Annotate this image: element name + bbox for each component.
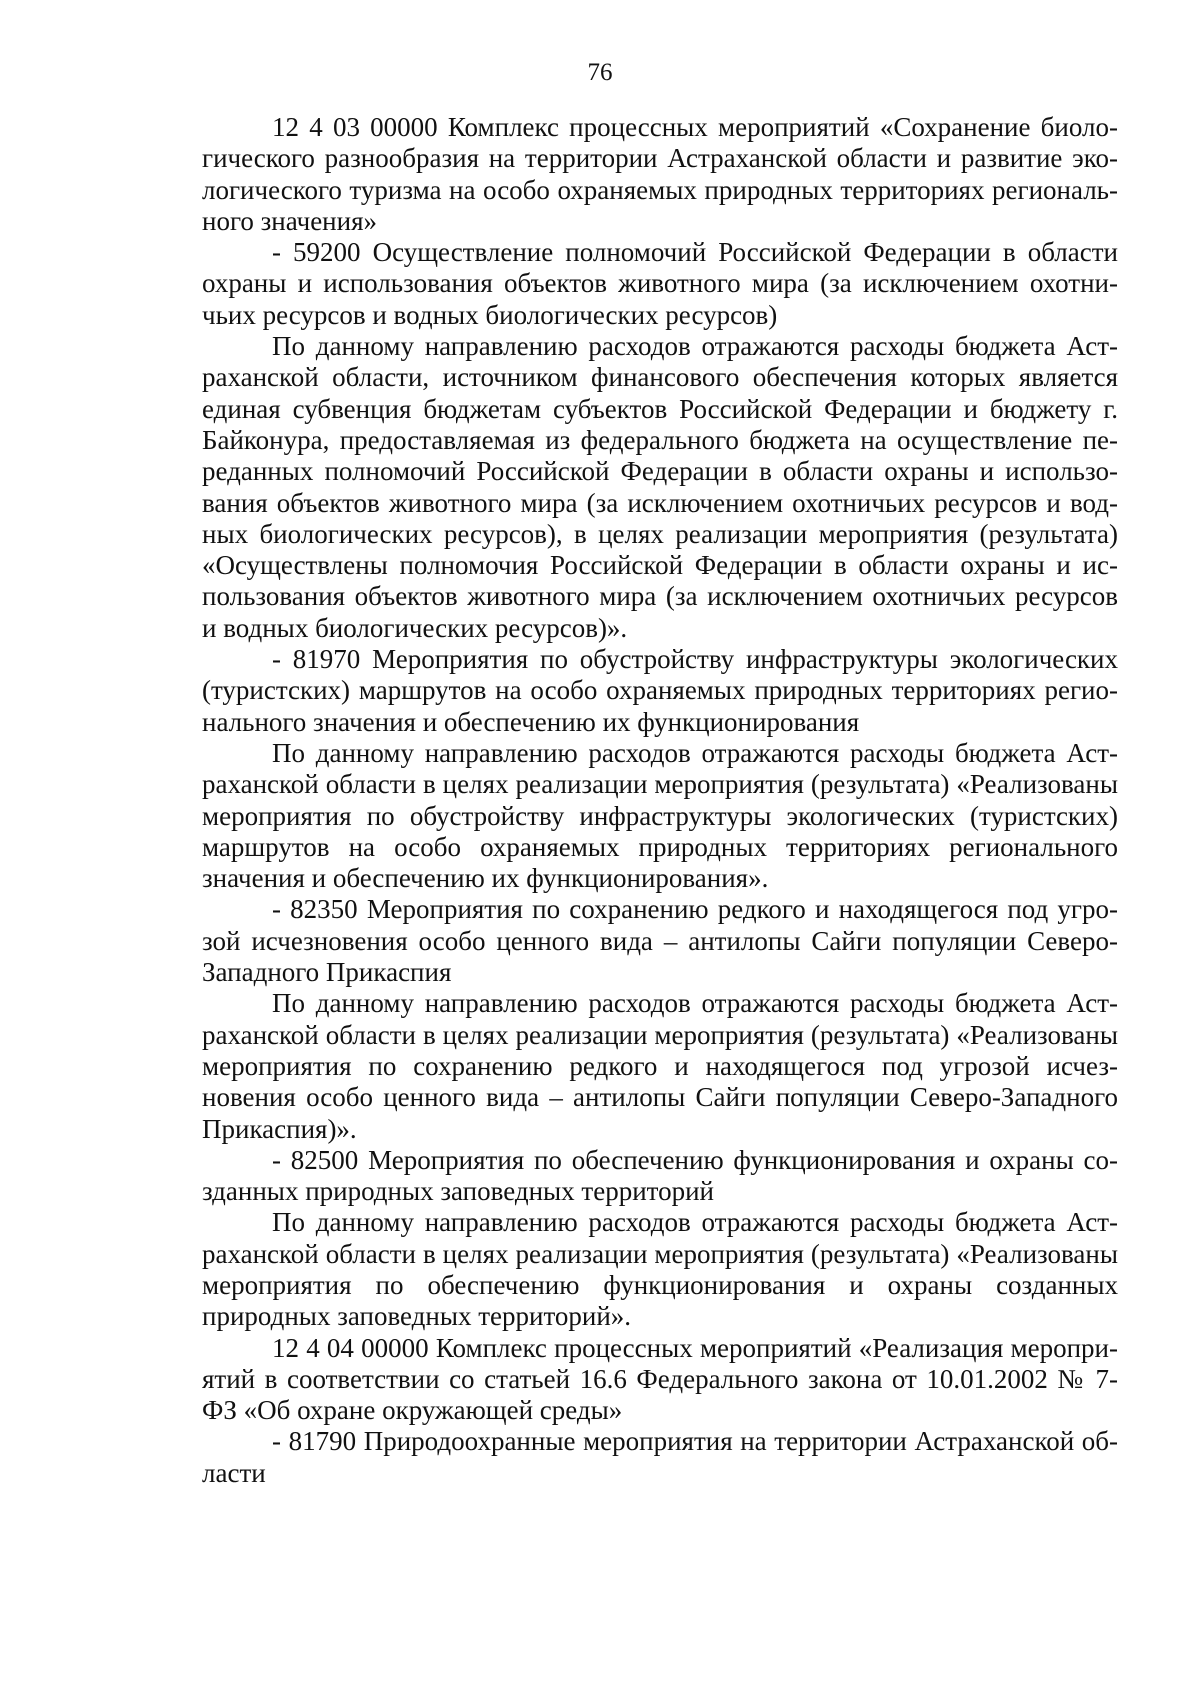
paragraph-item-81970-description: По данному направлению расходов отражаются расходы бюджета Астраханской области в целях реализации мероприятия (результата) «Реализованы мероприятия по обустройству инфраструктуры экологических (туристских) маршрутов на особо охраняемых природных территориях регионального значения и обеспечению их функционирования». bbox=[202, 737, 1118, 894]
page-number: 76 bbox=[587, 59, 613, 86]
paragraph-item-82500-description: По данному направлению расходов отражаются расходы бюджета Астраханской области в целях реализации мероприятия (результата) «Реализованы мероприятия по обеспечению функционирования и охраны созданных природных заповедных территорий». bbox=[202, 1207, 1118, 1332]
paragraph-item-82350-description: По данному направлению расходов отражаются расходы бюджета Астраханской области в целях реализации мероприятия (результата) «Реализованы мероприятия по сохранению редкого и находящегося под угрозой исчезновения особо ценного вида – антилопы Сайги популяции Северо-Западного Прикаспия)». bbox=[202, 988, 1118, 1144]
paragraph-item-59200-description: По данному направлению расходов отражаются расходы бюджета Астраханской области, источником финансового обеспечения которых является единая субвенция бюджетам субъектов Российской Федерации и бюджету г. Байконура, предоставляемая из федерального бюджета на осуществление переданных полномочий Российской Федерации в области охраны и использования объектов животного мира (за исключением охотничьих ресурсов и водных биологических ресурсов), в целях реализации мероприятия (результата) «Осуществлены полномочия Российской Федерации в области охраны и использования объектов животного мира (за исключением охотничьих ресурсов и водных биологических ресурсов)». bbox=[202, 331, 1118, 643]
paragraph-section-12-4-04-title: 12 4 04 00000 Комплекс процессных мероприятий «Реализация мероприятий в соответствии со статьей 16.6 Федерального закона от 10.01.2002 № 7-ФЗ «Об охране окружающей среды» bbox=[202, 1332, 1118, 1426]
paragraph-item-82350-title: - 82350 Мероприятия по сохранению редкого и находящегося под угрозой исчезновения особо ценного вида – антилопы Сайги популяции Северо-Западного Прикаспия bbox=[202, 894, 1118, 988]
paragraph-item-81790-title: - 81790 Природоохранные мероприятия на территории Астраханской области bbox=[202, 1426, 1118, 1488]
paragraph-section-12-4-03-title: 12 4 03 00000 Комплекс процессных мероприятий «Сохранение биологического разнообразия на территории Астраханской области и развитие экологического туризма на особо охраняемых природных территориях регионального значения» bbox=[202, 112, 1118, 236]
paragraph-item-59200-title: - 59200 Осуществление полномочий Российской Федерации в области охраны и использования объектов животного мира (за исключением охотничьих ресурсов и водных биологических ресурсов) bbox=[202, 237, 1118, 330]
paragraph-item-81970-title: - 81970 Мероприятия по обустройству инфраструктуры экологических (туристских) маршрутов на особо охраняемых природных территориях регионального значения и обеспечению их функционирования bbox=[202, 644, 1118, 737]
paragraph-item-82500-title: - 82500 Мероприятия по обеспечению функционирования и охраны созданных природных заповедных территорий bbox=[202, 1144, 1118, 1207]
document-body bbox=[202, 112, 1118, 1489]
